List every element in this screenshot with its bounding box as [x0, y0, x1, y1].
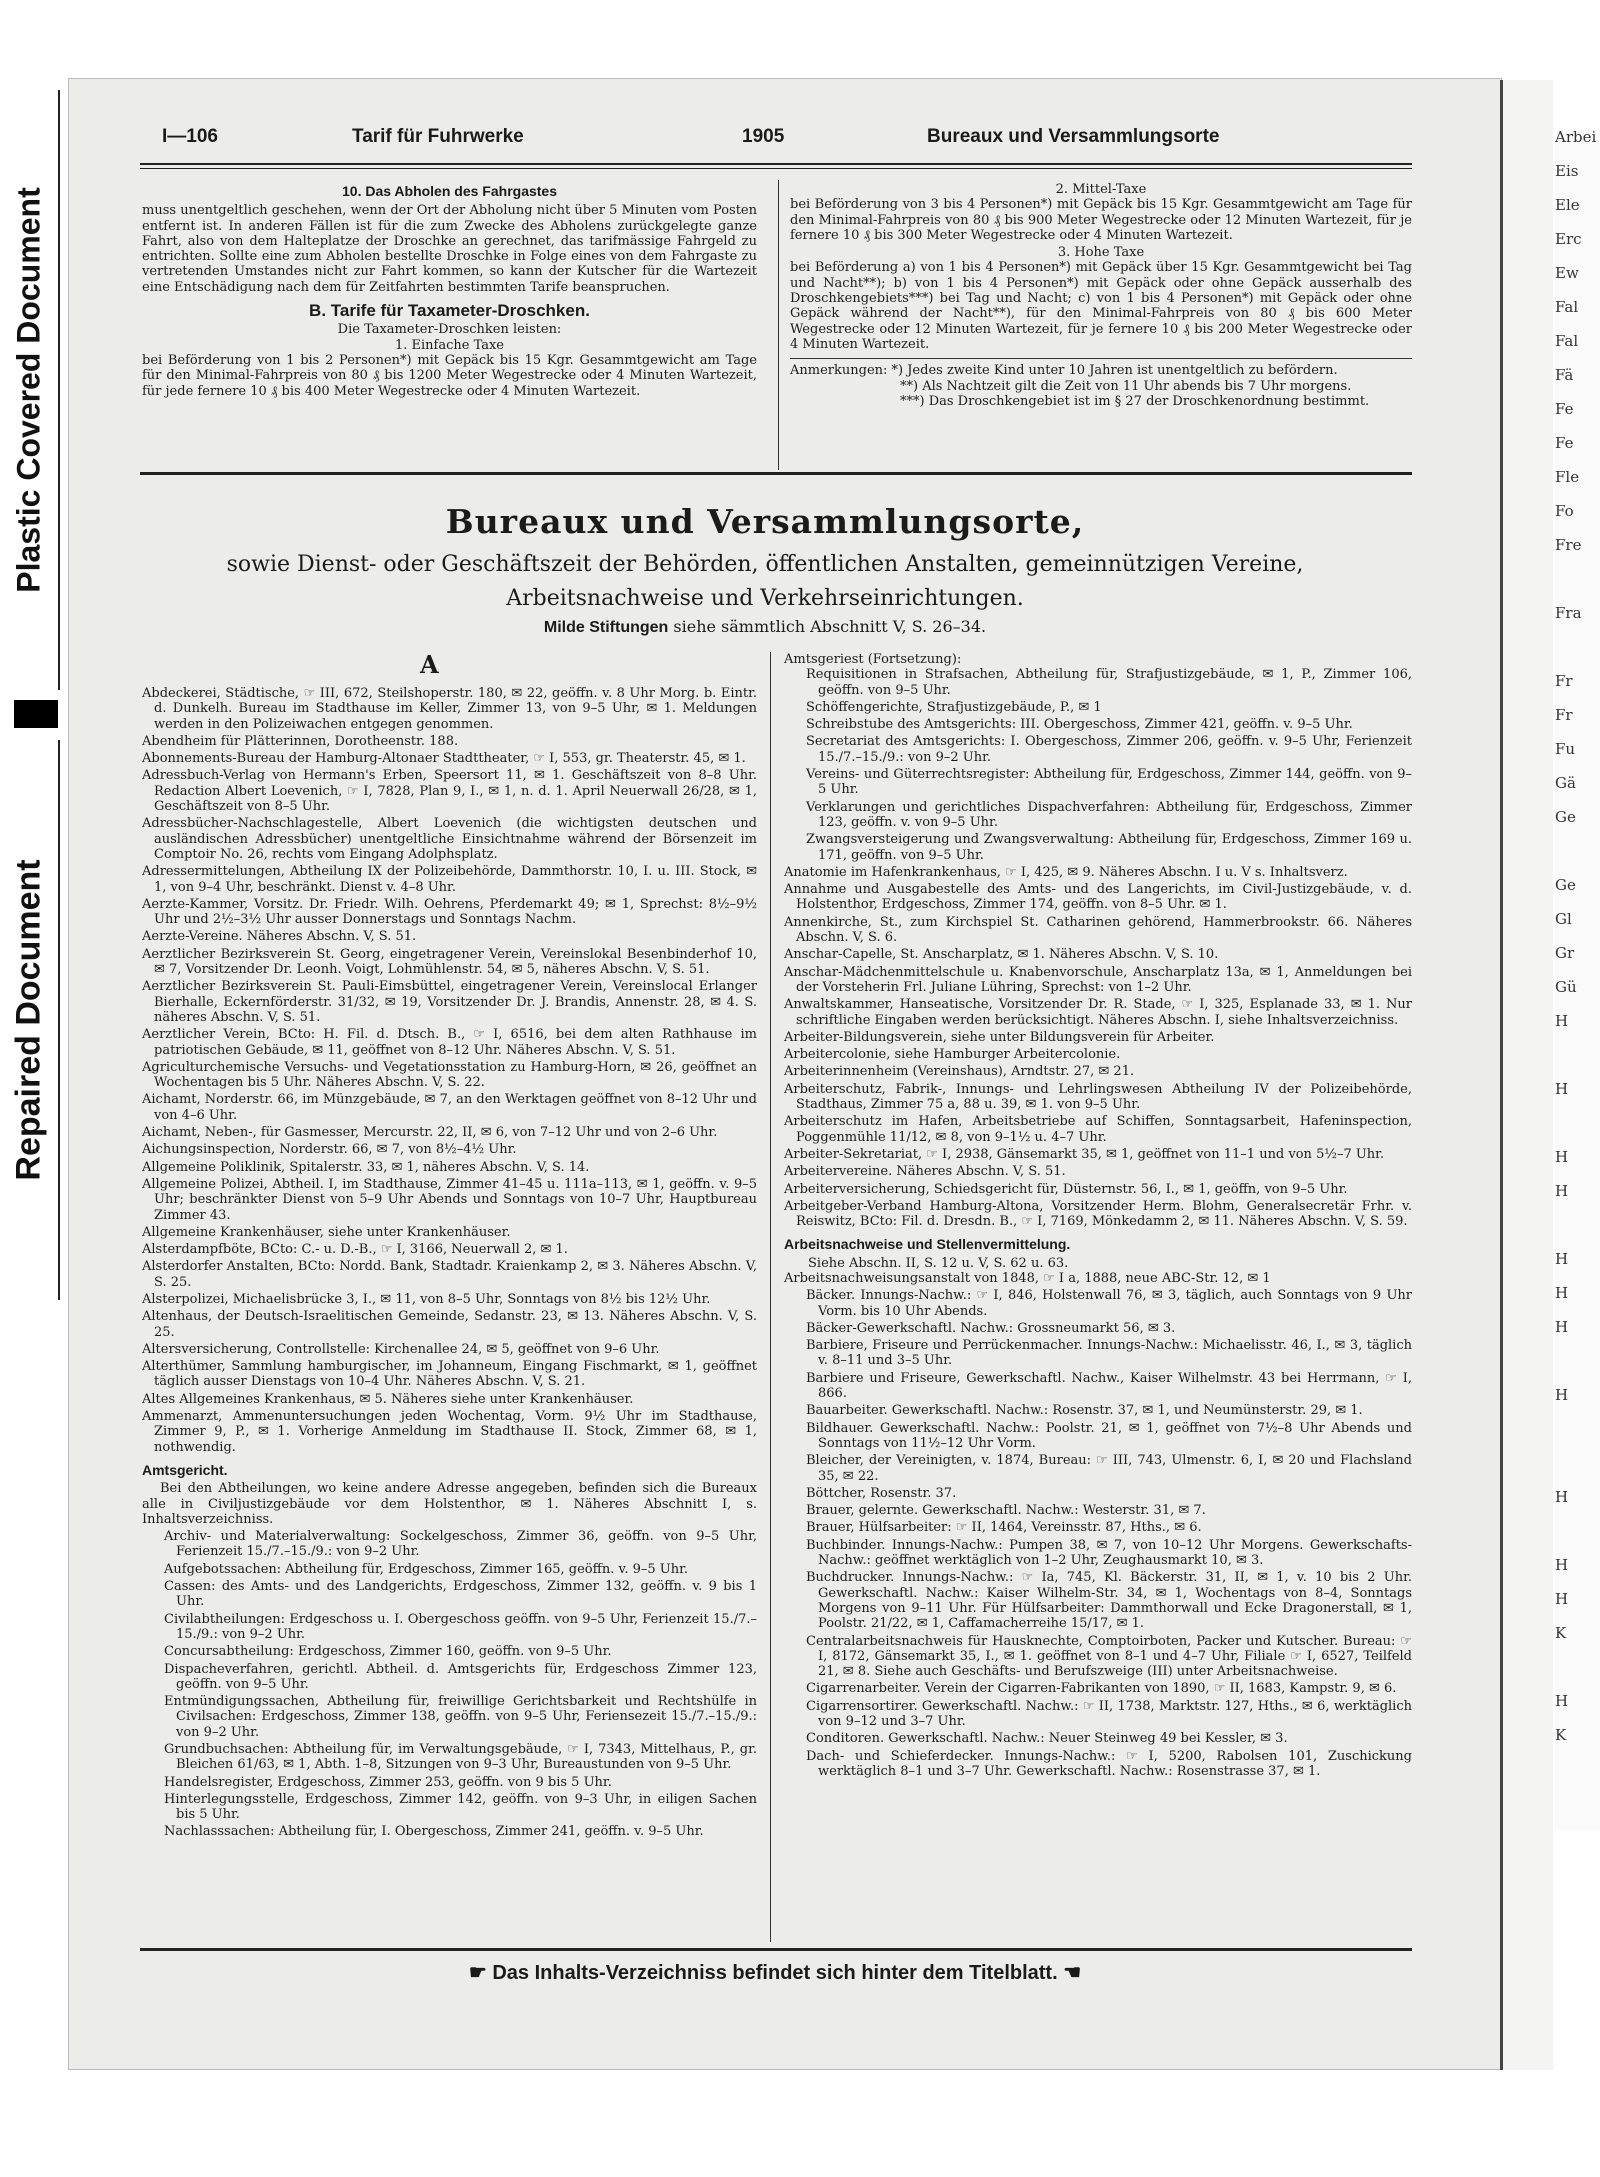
- margin-fragment: [1555, 1660, 1600, 1694]
- margin-fragment: [1555, 640, 1600, 674]
- margin-fragment: H: [1555, 1184, 1569, 1200]
- paragraph: muss unentgeltlich geschehen, wenn der Ort der Abholung nicht über 5 Minuten vom Posten entfernt ist. In anderen Fällen ist für die zum Zwecke des Abholens zurückgelegte ganze Fahrt, also von dem Halteplatze der Droschke an gerechnet, das tarifmässige Fahrgeld zu entrichten. Sollte eine zum Abholen bestellte Droschke in Folge eines von dem Fahrgaste zu vertretenden Umstandes nicht zur Fahrt kommen, so kann der Kutscher für die Wartezeit eine Entschädigung nach dem für Zeitfahrten bestimmten Tarife beanspruchen.: [142, 203, 757, 295]
- margin-fragment: Ge: [1555, 810, 1576, 826]
- directory-entry: Arbeiter-Sekretariat, ☞ I, 2938, Gänsemarkt 35, ✉ 1, geöffnet von 11–1 und von 5½–7 Uhr.: [784, 1146, 1385, 1162]
- repaired-document-stamp: Repaired Document: [0, 740, 60, 1300]
- directory-entry: Anwaltskammer, Hanseatische, Vorsitzender Dr. R. Stade, ☞ I, 325, Esplanade 33, ✉ 1. Nur schriftliche Eingaben werden berücksichtigt. Näheres Abschn. I, siehe Inhaltsverzeichniss.: [784, 997, 1412, 1028]
- section-heading: Amtsgericht.: [142, 1461, 228, 1478]
- column-divider: [770, 652, 771, 1942]
- margin-fragment: [1555, 1524, 1600, 1558]
- page-subtitle: sowie Dienst- oder Geschäftszeit der Behörden, öffentlichen Anstalten, gemeinnützigen Vereine, Arbeitsnachweise und Verkehrseinrichtungen.: [226, 552, 1304, 611]
- paragraph: bei Beförderung von 3 bis 4 Personen*) mit Gepäck bis 15 Kgr. Gesammtgewicht am Tage für den Minimal-Fahrpreis von 80 ₰ bis 900 Meter Wegestrecke oder 12 Minuten Wartezeit, für je fernere 10 ₰ bis 300 Meter Wegestrecke oder 4 Minuten Wartezeit.: [790, 197, 1412, 243]
- directory-entry: Alsterdorfer Anstalten, BCto: Nordd. Bank, Stadtadr. Kraienkamp 2, ✉ 3. Näheres Abschn. V, S. 25.: [142, 1259, 757, 1290]
- directory-entry: Brauer, gelernte. Gewerkschaftl. Nachw.: Westerstr. 31, ✉ 7.: [806, 1503, 1206, 1519]
- header-rule: [140, 163, 1412, 165]
- header-left-title: Tarif für Fuhrwerke: [352, 126, 524, 147]
- directory-entry: Cigarrenarbeiter. Verein der Cigarren-Fabrikanten von 1890, ☞ II, 1683, Kampstr. 9, ✉ 6.: [806, 1681, 1397, 1697]
- margin-fragment: Fr: [1555, 674, 1573, 690]
- directory-entry: Alsterpolizei, Michaelisbrücke 3, I., ✉ 11, von 8–5 Uhr, Sonntags von 8½ bis 12½ Uhr.: [142, 1291, 711, 1307]
- directory-entry: Bleicher, der Vereinigten, v. 1874, Bureau: ☞ III, 743, Ulmenstr. 6, I, ✉ 20 und Flachsland 35, ✉ 22.: [806, 1453, 1412, 1484]
- directory-entry: Böttcher, Rosenstr. 37.: [806, 1485, 957, 1501]
- margin-fragment: [1555, 844, 1600, 878]
- directory-entry: Adressbücher-Nachschlagestelle, Albert Loevenich (die wichtigsten deutschen und ausländischen Adressbücher) unentgeltliche Einsichtnahme während der Börsenzeit im Comptoir No. 26, rechts vom Eingang Adolphsplatz.: [142, 816, 757, 862]
- directory-entry: Hinterlegungsstelle, Erdgeschoss, Zimmer 142, geöffn. von 9–3 Uhr, in eiligen Sachen bis 5 Uhr.: [164, 1791, 757, 1823]
- section-heading: B. Tarife für Taxameter-Droschken.: [309, 301, 590, 321]
- directory-entry: Adressermittelungen, Abtheilung IX der Polizeibehörde, Dammthorstr. 10, I. u. III. Stock, ✉ 1, von 9–4 Uhr, beschränkt. Dienst v. 4–8 Uhr.: [142, 864, 757, 895]
- directory-entry: Schreibstube des Amtsgerichts: III. Obergeschoss, Zimmer 421, geöffn. v. 9–5 Uhr.: [806, 717, 1353, 733]
- margin-fragment: Ew: [1555, 266, 1579, 282]
- directory-entry: Allgemeine Krankenhäuser, siehe unter Krankenhäuser.: [142, 1224, 511, 1240]
- margin-fragment: Gr: [1555, 946, 1575, 962]
- margin-fragment: H: [1555, 1252, 1569, 1268]
- directory-entry: Nachlasssachen: Abtheilung für, I. Obergeschoss, Zimmer 241, geöffn. v. 9–5 Uhr.: [164, 1824, 704, 1840]
- directory-entry: Barbiere und Friseure, Gewerkschaftl. Nachw., Kaiser Wilhelmstr. 43 bei Herrmann, ☞ I, 866.: [806, 1370, 1412, 1402]
- directory-entry: Concursabtheilung: Erdgeschoss, Zimmer 160, geöffn. von 9–5 Uhr.: [164, 1644, 612, 1660]
- directory-entry: Arbeitgeber-Verband Hamburg-Altona, Vorsitzender Herm. Blohm, Generalsecretär Frhr. v. Reiswitz, BCto: Fil. d. Dresdn. B., ☞ I, 7169, Mönkedamm 2, ✉ 11. Näheres Abschn. V, S. 59.: [784, 1198, 1412, 1230]
- margin-fragment: H: [1555, 1490, 1569, 1506]
- margin-fragment: [1555, 1048, 1600, 1082]
- margin-fragment: H: [1555, 1558, 1569, 1574]
- paragraph: bei Beförderung von 1 bis 2 Personen*) mit Gepäck bis 15 Kgr. Gesammtgewicht am Tage für den Minimal-Fahrpreis von 80 ₰ bis 1200 Meter Wegestrecke oder 4 Minuten Wartezeit, für jede fernere 10 ₰ bis 400 Meter Wegestrecke oder 4 Minuten Wartezeit.: [142, 352, 757, 399]
- directory-entry: Arbeiterschutz im Hafen, Arbeitsbetriebe auf Schiffen, Sonntagsarbeit, Hafeninspection, Poggenmühle 11/12, ✉ 8, von 9–1½ u. 4–7 Uhr.: [784, 1114, 1412, 1145]
- footer-note: ☛ Das Inhalts-Verzeichniss befindet sich hinter dem Titelblatt. ☚: [468, 1962, 1082, 1984]
- directory-entry: Allgemeine Poliklinik, Spitalerstr. 33, ✉ 1, näheres Abschn. V, S. 14.: [142, 1159, 590, 1175]
- margin-fragment: Fe: [1555, 402, 1574, 418]
- directory-entry: Aichamt, Norderstr. 66, im Münzgebäude, ✉ 7, an den Werktagen geöffnet von 8–12 Uhr und von 4–6 Uhr.: [142, 1092, 757, 1123]
- directory-entry: Annahme und Ausgabestelle des Amts- und des Langerichts, im Civil-Justizgebäude, v. d. Holstenthor, Erdgeschoss, Zimmer 174, geöffn. von 8–5 Uhr. ✉ 1.: [784, 882, 1412, 913]
- subheading: 3. Hohe Taxe: [1057, 245, 1145, 261]
- directory-entry: Aerzte-Vereine. Näheres Abschn. V, S. 51.: [142, 929, 417, 945]
- section-heading: Arbeitsnachweise und Stellenvermittelung.: [784, 1236, 1071, 1253]
- section-rule: [140, 472, 1412, 475]
- page-title: Bureaux und Versammlungsorte,: [445, 502, 1085, 541]
- margin-fragment: Fle: [1555, 470, 1580, 486]
- directory-entry: Buchdrucker. Innungs-Nachw.: ☞ Ia, 745, Kl. Bäckerstr. 31, II, ✉ 1, v. 10 bis 2 Uhr. Gewerkschaftl. Nachw.: Kaiser Wilhelm-Str. 34, ✉ 1, Wochentags von 8–4, Sonntags Morgens von 9–11 Uhr. Für Hülfsarbeiter: Dammthorwall und Ecke Dragonerstall, ✉ 1, Poolstr. 21/22, ✉ 1, Caffamacherreihe 15/17, ✉ 1.: [806, 1570, 1412, 1632]
- directory-entry: Centralarbeitsnachweis für Hausknechte, Comptoirboten, Packer und Kutscher. Bureau: ☞ I, 8172, Gänsemarkt 35, I., ✉ 1. geöffnet von 8–1 und 4–7 Uhr, Filiale ☞ I, 6527, Teilfeld 21, ✉ 8. Siehe auch Geschäfts- und Berufszweige (III) unter Arbeitsnachweise.: [806, 1633, 1412, 1680]
- directory-entry: Bildhauer. Gewerkschaftl. Nachw.: Poolstr. 21, ✉ 1, geöffnet von 7½–8 Uhr Abends und Sonntags von 11½–12 Uhr Vorm.: [806, 1420, 1412, 1451]
- page-header: [162, 124, 1412, 158]
- directory-entry: Schöffengerichte, Strafjustizgebäude, P., ✉ 1: [806, 699, 1102, 715]
- margin-fragment: Fal: [1555, 334, 1579, 350]
- directory-right-column: [784, 652, 1412, 1781]
- directory-entry: Arbeiterversicherung, Schiedsgericht für, Düsternstr. 56, I., ✉ 1, geöffn, von 9–5 Uhr.: [784, 1181, 1348, 1197]
- notes: [790, 358, 1412, 409]
- directory-entry: Abonnements-Bureau der Hamburg-Altonaer Stadttheater, ☞ I, 553, gr. Theaterstr. 45, ✉ 1.: [142, 751, 746, 767]
- margin-fragment: [1555, 572, 1600, 606]
- directory-entry: Zwangsversteigerung und Zwangsverwaltung: Abtheilung für, Erdgeschoss, Zimmer 169 u. 171, geöffn. von 9–5 Uhr.: [806, 832, 1412, 863]
- directory-entry: Aerztlicher Bezirksverein St. Pauli-Eimsbüttel, eingetragener Verein, Vereinslocal Erlanger Bierhalle, Eckernförderstr. 31/32, ✉ 19, Vorsitzender Dr. J. Brandis, Annenstr. 28, ✉ 4. S. näheres Abschn. V, S. 51.: [142, 979, 757, 1025]
- directory-entry: Aufgebotssachen: Abtheilung für, Erdgeschoss, Zimmer 165, geöffn. v. 9–5 Uhr.: [164, 1561, 688, 1577]
- margin-fragment: H: [1555, 1592, 1569, 1608]
- directory-entry: Ammenarzt, Ammenuntersuchungen jeden Wochentag, Vorm. 9½ Uhr im Stadthause, Zimmer 9, P., ✉ 1. Vorherige Anmeldung im Stadthause II. Stock, Zimmer 68, ✉ 1, nothwendig.: [142, 1409, 757, 1455]
- entry: Arbeitsnachweisungsanstalt von 1848, ☞ I a, 1888, neue ABC-Str. 12, ✉ 1: [784, 1270, 1271, 1286]
- footer-rule: [140, 1948, 1412, 1951]
- directory-entry: Adressbuch-Verlag von Hermann's Erben, Speersort 11, ✉ 1. Geschäftszeit von 8–8 Uhr. Redaction Albert Loevenich, ☞ I, 7828, Plan 9, I., ✉ 1, n. d. 1. April Neuerwall 26/28, ✉ 1, Geschäftszeit von 8–5 Uhr.: [142, 768, 757, 815]
- margin-fragment: Gü: [1555, 980, 1577, 996]
- margin-fragment: Gä: [1555, 776, 1576, 792]
- margin-fragment: [1555, 1456, 1600, 1490]
- margin-fragment: Fre: [1555, 538, 1582, 554]
- directory-entry: Arbeiter-Bildungsverein, siehe unter Bildungsverein für Arbeiter.: [784, 1029, 1215, 1045]
- margin-fragment: K: [1555, 1626, 1567, 1642]
- margin-fragment: H: [1555, 1320, 1569, 1336]
- directory-entry: Dach- und Schieferdecker. Innungs-Nachw.: ☞ I, 5200, Rabolsen 101, Zuschickung werktäglich 8–1 und 3–7 Uhr. Gewerkschaftl. Nachw.: Rosenstrasse 37, ✉ 1.: [806, 1748, 1412, 1779]
- directory-entry: Alterthümer, Sammlung hamburgischer, im Johanneum, Eingang Fischmarkt, ✉ 1, geöffnet täglich ausser Dienstags von 10–4 Uhr. Näheres Abschn. V, S. 21.: [142, 1359, 757, 1390]
- margin-fragment: Erc: [1555, 232, 1582, 248]
- margin-fragment: Ele: [1555, 198, 1580, 214]
- paragraph: bei Beförderung a) von 1 bis 4 Personen*) mit Gepäck über 15 Kgr. Gesammtgewicht bei Tag und Nacht**); b) von 1 bis 4 Personen*) mit Gepäck oder ohne Gepäck ausserhalb des Droschkengebiets***) bei Tag und Nacht; c) von 1 bis 4 Personen*) mit Gepäck oder ohne Gepäck während der Nacht**), für den Minimal-Fahrpreis von 80 ₰ bis 600 Meter Wegestrecke oder 12 Minuten Wartezeit, für je fernere 10 ₰ bis 200 Meter Wegestrecke oder 4 Minuten Wartezeit.: [790, 260, 1412, 352]
- paragraph: Die Taxameter-Droschken leisten:: [337, 322, 562, 338]
- header-right-title: Bureaux und Versammlungsorte: [927, 126, 1220, 147]
- directory-entry: Entmündigungssachen, Abtheilung für, freiwillige Gerichtsbarkeit und Rechtshülfe in Civilsachen: Erdgeschoss, Zimmer 138, geöffn. von 9–5 Uhr, Feriensezeit 15./7.–15./9.: von 9–2 Uhr.: [164, 1694, 757, 1740]
- margin-fragment: K: [1555, 1728, 1567, 1744]
- cross-reference: Milde Stiftungen siehe sämmtlich Abschnitt V, S. 26–34.: [543, 617, 987, 636]
- subheading: 2. Mittel-Taxe: [1055, 182, 1147, 197]
- tariff-right-column: [790, 182, 1412, 409]
- margin-fragment: [1555, 1422, 1600, 1456]
- directory-entry: Verklarungen und gerichtliches Dispachverfahren: Abtheilung für, Erdgeschoss, Zimmer 123, geöffn. v. von 9–5 Uhr.: [806, 799, 1412, 830]
- directory-entry: Cigarrensortirer. Gewerkschaftl. Nachw.: ☞ II, 1738, Marktstr. 127, Hths., ✉ 6, werktäglich von 9–12 und 3–7 Uhr.: [806, 1698, 1412, 1729]
- margin-fragment: [1555, 1218, 1600, 1252]
- margin-fragment: H: [1555, 1286, 1569, 1302]
- directory-entry: Vereins- und Güterrechtsregister: Abtheilung für, Erdgeschoss, Zimmer 144, geöffn. von 9–5 Uhr.: [806, 767, 1412, 798]
- header-rule-thin: [140, 168, 1412, 169]
- directory-entry: Anatomie im Hafenkrankenhaus, ☞ I, 425, ✉ 9. Näheres Abschn. I u. V s. Inhaltsverz.: [784, 864, 1348, 880]
- header-year: 1905: [742, 126, 785, 147]
- margin-fragment: [1555, 1116, 1600, 1150]
- directory-entry: Civilabtheilungen: Erdgeschoss u. I. Obergeschoss geöffn. von 9–5 Uhr, Ferienzeit 15./7.–15./9.: von 9–2 Uhr.: [164, 1611, 757, 1642]
- directory-entry: Anschar-Mädchenmittelschule u. Knabenvorschule, Anscharplatz 13a, ✉ 1, Anmeldungen bei der Vorsteherin Frl. Juliane Lühring, Sprechst: von 1–2 Uhr.: [784, 964, 1412, 995]
- directory-entry: Buchbinder. Innungs-Nachw.: Pumpen 38, ✉ 7, von 10–12 Uhr Morgens. Gewerkschafts-Nachw.: geöffnet werktäglich von 1–2 Uhr, Zeughausmarkt 10, ✉ 3.: [806, 1537, 1412, 1569]
- directory-entry: Arbeitercolonie, siehe Hamburger Arbeitercolonie.: [784, 1047, 1121, 1063]
- directory-entry: Dispacheverfahren, gerichtl. Abtheil. d. Amtsgerichts für, Erdgeschoss Zimmer 123, geöffn. von 9–5 Uhr.: [164, 1661, 757, 1692]
- directory-entry: Handelsregister, Erdgeschoss, Zimmer 253, geöffn. von 9 bis 5 Uhr.: [164, 1774, 612, 1790]
- paragraph: Bei den Abtheilungen, wo keine andere Adresse angegeben, befinden sich die Bureaux alle in Civiljustizgebäude vor dem Holstenthor, ✉ 1. Näheres Abschnitt I, s. Inhaltsverzeichniss.: [142, 1481, 757, 1527]
- directory-entry: Conditoren. Gewerkschaftl. Nachw.: Neuer Steinweg 49 bei Kessler, ✉ 3.: [806, 1731, 1288, 1747]
- margin-fragment: Fo: [1555, 504, 1574, 520]
- page-number: I—106: [162, 126, 218, 147]
- directory-entry: Agriculturchemische Versuchs- und Vegetationsstation zu Hamburg-Horn, ✉ 26, geöffnet an Wochentagen bis 5 Uhr. Näheres Abschn. V, S. 22.: [142, 1059, 757, 1091]
- directory-entry: Arbeiterschutz, Fabrik-, Innungs- und Lehrlingswesen Abtheilung IV der Polizeibehörde, Stadthaus, Zimmer 75 a, 88 u. 39, ✉ 1. von 9–5 Uhr.: [784, 1081, 1412, 1113]
- directory-entry: Allgemeine Polizei, Abtheil. I, im Stadthause, Zimmer 41–45 u. 111a–113, ✉ 1, geöffn. v. 9–5 Uhr; beschränkter Dienst von 5–9 Uhr Abends und Sonntags von 10–7 Uhr, Hauptbureau Zimmer 43.: [142, 1176, 757, 1223]
- margin-fragment: Arbei: [1555, 130, 1597, 146]
- directory-entry: Anschar-Capelle, St. Anscharplatz, ✉ 1. Näheres Abschn. V, S. 10.: [784, 947, 1219, 963]
- directory-entry: Abendheim für Plätterinnen, Dorotheenstr. 188.: [142, 733, 459, 749]
- paragraph: Siehe Abschn. II, S. 12 u. V, S. 62 u. 63.: [808, 1255, 1069, 1271]
- directory-entry: Aerztlicher Verein, BCto: H. Fil. d. Dtsch. B., ☞ I, 6516, bei dem alten Rathhause im patriotischen Gebäude, ✉ 11, geöffnet von 8–12 Uhr. Näheres Abschn. V, S. 51.: [142, 1027, 757, 1058]
- directory-entry: Barbiere, Friseure und Perrückenmacher. Innungs-Nachw.: Michaelisstr. 46, I., ✉ 3, täglich v. 8–11 und 3–5 Uhr.: [806, 1338, 1412, 1369]
- directory-entry: Aerztlicher Bezirksverein St. Georg, eingetragener Verein, Vereinslokal Besenbinderhof 10, ✉ 7, Vorsitzender Dr. Leonh. Voigt, Lohmühlenstr. 54, ✉ 5, näheres Abschn. V, S. 51.: [142, 946, 757, 978]
- directory-entry: Altes Allgemeines Krankenhaus, ✉ 5. Näheres siehe unter Krankenhäuser.: [142, 1391, 634, 1407]
- margin-fragment: Eis: [1555, 164, 1579, 180]
- directory-entry: Annenkirche, St., zum Kirchspiel St. Catharinen gehörend, Hammerbrookstr. 66. Näheres Abschn. V, S. 6.: [784, 914, 1412, 946]
- scan-mark: [14, 700, 58, 728]
- margin-fragment: Fä: [1555, 368, 1574, 384]
- margin-fragment: Fu: [1555, 742, 1576, 758]
- margin-fragment: Gl: [1555, 912, 1572, 928]
- directory-entry: Requisitionen in Strafsachen, Abtheilung für, Strafjustizgebäude, ✉ 1, P., Zimmer 106, geöffn. von 9–5 Uhr.: [806, 667, 1412, 698]
- note: **) Als Nachtzeit gilt die Zeit von 11 Uhr abends bis 7 Uhr morgens.: [900, 378, 1352, 394]
- directory-entry: Cassen: des Amts- und des Landgerichts, Erdgeschoss, Zimmer 132, geöffn. v. 9 bis 1 Uhr.: [164, 1579, 757, 1610]
- directory-entry: Altenhaus, der Deutsch-Israelitischen Gemeinde, Sedanstr. 23, ✉ 13. Näheres Abschn. V, S. 25.: [142, 1309, 757, 1340]
- margin-fragment: [1555, 1354, 1600, 1388]
- directory-entry: Bäcker-Gewerkschaftl. Nachw.: Grossneumarkt 56, ✉ 3.: [806, 1320, 1176, 1336]
- directory-entry: Altersversicherung, Controllstelle: Kirchenallee 24, ✉ 5, geöffnet von 9–6 Uhr.: [142, 1341, 660, 1357]
- directory-entry: Aichungsinspection, Norderstr. 66, ✉ 7, von 8½–4½ Uhr.: [142, 1142, 517, 1158]
- column-divider: [778, 180, 779, 470]
- subheading: 1. Einfache Taxe: [394, 337, 505, 353]
- margin-fragment: H: [1555, 1388, 1569, 1404]
- directory-entry: Aerzte-Kammer, Vorsitz. Dr. Friedr. Wilh. Oehrens, Pferdemarkt 49; ✉ 1, Sprechst: 8½–9½ Uhr und 2½–3½ Uhr ausser Donnerstags und Sonntags Nachm.: [142, 896, 757, 928]
- directory-entry: Alsterdampfböte, BCto: C.- u. D.-B., ☞ I, 3166, Neuerwall 2, ✉ 1.: [142, 1242, 568, 1258]
- section-heading: 10. Das Abholen des Fahrgastes: [342, 183, 557, 199]
- directory-entry: Abdeckerei, Städtische, ☞ III, 672, Steilshoperstr. 180, ✉ 22, geöffn. v. 8 Uhr Morg. b. Eintr. d. Dunkelh. Bureau im Stadthause im Keller, Zimmer 13, von 9–5 Uhr, ✉ 1. Meldungen werden in den Polizeiwachen entgegen genommen.: [142, 686, 757, 732]
- tariff-left-column: [142, 180, 757, 401]
- directory-entry: Bäcker. Innungs-Nachw.: ☞ I, 846, Holstenwall 76, ✉ 3, täglich, auch Sonntags von 9 Uhr Vorm. bis 10 Uhr Abends.: [806, 1288, 1412, 1319]
- directory-entry: Secretariat des Amtsgerichts: I. Obergeschoss, Zimmer 206, geöffn. v. 9–5 Uhr, Ferienzeit 15./7.–15./9.: von 9–2 Uhr.: [806, 734, 1412, 765]
- margin-fragment: H: [1555, 1014, 1569, 1030]
- continuation-heading: Amtsgeriest (Fortsetzung):: [784, 652, 962, 667]
- margin-fragment: Fal: [1555, 300, 1579, 316]
- directory-entry: Bauarbeiter. Gewerkschaftl. Nachw.: Rosenstr. 37, ✉ 1, und Neumünsterstr. 29, ✉ 1.: [806, 1403, 1363, 1419]
- directory-left-column: [142, 686, 757, 1842]
- binding-edge: [1500, 80, 1553, 2070]
- directory-entry: Arbeitervereine. Näheres Abschn. V, S. 51.: [784, 1164, 1066, 1180]
- margin-fragment: Fra: [1555, 606, 1582, 622]
- directory-entry: Aichamt, Neben-, für Gasmesser, Mercurstr. 22, II, ✉ 6, von 7–12 Uhr und von 2–6 Uhr.: [142, 1125, 718, 1141]
- adjacent-page-fragment: [1555, 130, 1600, 1830]
- letter-heading: A: [420, 650, 439, 679]
- directory-entry: Brauer, Hülfsarbeiter: ☞ II, 1464, Vereinsstr. 87, Hths., ✉ 6.: [806, 1520, 1202, 1536]
- note: Anmerkungen: *) Jedes zweite Kind unter 10 Jahren ist unentgeltlich zu befördern.: [790, 363, 1338, 379]
- margin-fragment: Fr: [1555, 708, 1573, 724]
- plastic-covered-stamp: Plastic Covered Document: [0, 90, 60, 690]
- directory-entry: Grundbuchsachen: Abtheilung für, im Verwaltungsgebäude, ☞ I, 7343, Mittelhaus, P., gr. Bleichen 61/63, ✉ 1, Abth. 1–8, Sitzungen von 9–3 Uhr, Bureaustunden von 9–5 Uhr.: [164, 1742, 757, 1773]
- margin-fragment: H: [1555, 1082, 1569, 1098]
- directory-entry: Arbeiterinnenheim (Vereinshaus), Arndtstr. 27, ✉ 21.: [784, 1064, 1135, 1080]
- directory-entry: Archiv- und Materialverwaltung: Sockelgeschoss, Zimmer 36, geöffn. von 9–5 Uhr, Ferienzeit 15./7.–15./9.: von 9–2 Uhr.: [164, 1529, 757, 1560]
- note: ***) Das Droschkengebiet ist im § 27 der Droschkenordnung bestimmt.: [900, 393, 1370, 409]
- margin-fragment: Fe: [1555, 436, 1574, 452]
- margin-fragment: H: [1555, 1150, 1569, 1166]
- margin-fragment: Ge: [1555, 878, 1576, 894]
- margin-fragment: H: [1555, 1694, 1569, 1710]
